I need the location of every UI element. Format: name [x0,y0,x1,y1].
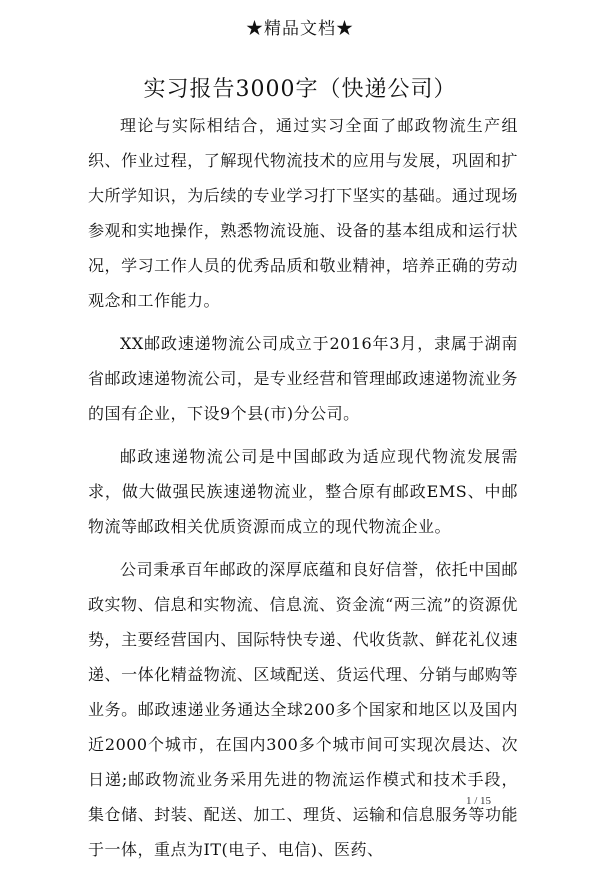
document-title: 实习报告3000字（快递公司） [143,77,457,102]
page-number: 1 / 15 [466,795,492,807]
paragraph-1: 理论与实际相结合，通过实习全面了邮政物流生产组织、作业过程，了解现代物流技术的应用与发展，巩固和扩大所学知识，为后续的专业学习打下坚实的基础。通过现场参观和实地操作，熟悉物流设施、设备的基本组成和运行状况，学习工作人员的优秀品质和敬业精神，培养正确的劳动观念和工作能力。 [88,116,518,310]
header-label: ★精品文档★ [246,19,354,39]
paragraph-4: 公司秉承百年邮政的深厚底蕴和良好信誉，依托中国邮政实物、信息和实物流、信息流、资金流“两三流”的资源优势，主要经营国内、国际特快专递、代收货款、鲜花礼仪速递、一体化精益物流、区域配送、货运代理、分销与邮购等业务。邮政速递业务通达全球200多个国家和地区以及国内近2000个城市，在国内300多个城市间可实现次晨达、次日递;邮政物流业务采用先进的物流运作模式和技术手段，集仓储、封装、配送、加工、理货、运输和信息服务等功能于一体，重点为IT(电子、电信)、医药、 [88,560,518,859]
paragraph-2: XX邮政速递物流公司成立于2016年3月，隶属于湖南省邮政速递物流公司，是专业经营和管理邮政速递物流业务的国有企业，下设9个县(市)分公司。 [88,334,518,423]
paragraph-3: 邮政速递物流公司是中国邮政为适应现代物流发展需求，做大做强民族速递物流业，整合原有邮政EMS、中邮物流等邮政相关优质资源而成立的现代物流企业。 [88,447,518,536]
document-body [88,108,518,875]
